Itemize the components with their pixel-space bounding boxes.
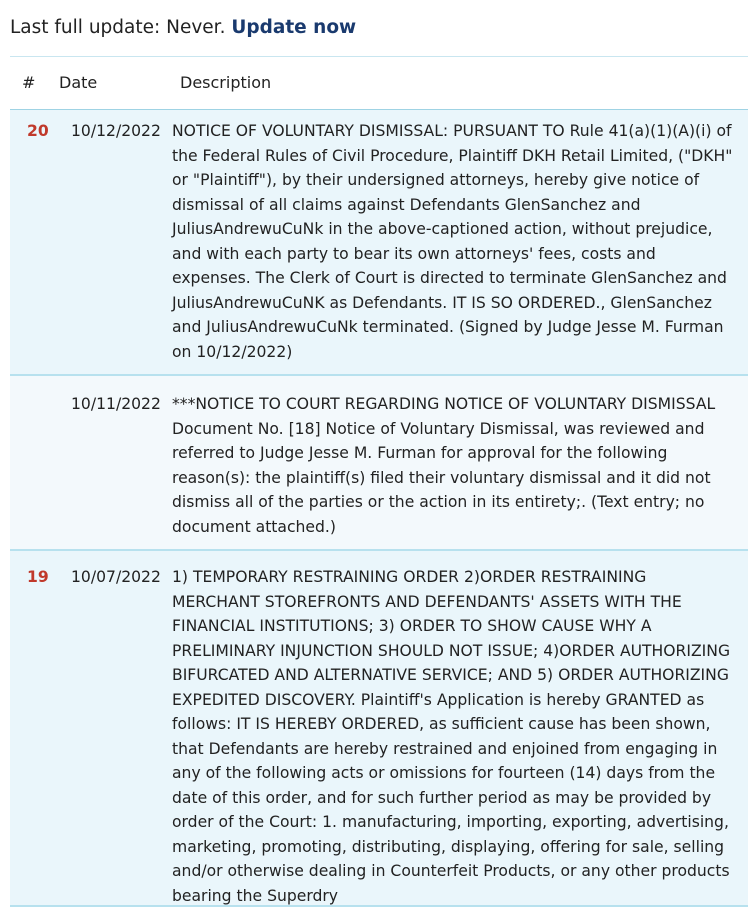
- entry-date: 10/07/2022: [71, 568, 161, 586]
- docket-entry-row: [10, 551, 748, 907]
- update-now-link[interactable]: Update now: [231, 17, 357, 38]
- header-number: #: [22, 73, 36, 92]
- header-date: Date: [59, 73, 98, 92]
- entry-date: 10/12/2022: [71, 122, 161, 140]
- entry-date: 10/11/2022: [71, 395, 161, 413]
- update-status-text: Last full update: Never.: [10, 17, 226, 38]
- entry-description: NOTICE OF VOLUNTARY DISMISSAL: PURSUANT TO Rule 41(a)(1)(A)(i) of the Federal Rules of Civil Procedure, Plaintiff DKH Retail Limited, ("DKH" or "Plaintiff"), by their undersigned attorneys, hereby give notice of dismissal of all claims against Defendants GlenSanchez and JuliusAndrewuCuNk in the above-captioned action, without prejudice, and with each party to bear its own attorneys' fees, costs and expenses. The Clerk of Court is directed to terminate GlenSanchez and JuliusAndrewuCuNK as Defendants. IT IS SO ORDERED., GlenSanchez and JuliusAndrewuCuNk terminated. (Signed by Judge Jesse M. Furman on 10/12/2022): [172, 122, 733, 361]
- docket-table: [10, 56, 748, 907]
- update-status-bar: [10, 14, 356, 42]
- entry-description: 1) TEMPORARY RESTRAINING ORDER 2)ORDER RESTRAINING MERCHANT STOREFRONTS AND DEFENDANTS' ASSETS WITH THE FINANCIAL INSTITUTIONS; 3) ORDER TO SHOW CAUSE WHY A PRELIMINARY INJUNCTION SHOULD NOT ISSUE; 4)ORDER AUTHORIZING BIFURCATED AND ALTERNATIVE SERVICE; AND 5) ORDER AUTHORIZING EXPEDITED DISCOVERY. Plaintiff's Application is hereby GRANTED as follows: IT IS HEREBY ORDERED, as sufficient cause has been shown, that Defendants are hereby restrained and enjoined from engaging in any of the following acts or omissions for fourteen (14) days from the date of this order, and for such further period as may be provided by order of the Court: 1. manufacturing, importing, exporting, advertising, marketing, promoting, distributing, displaying, offering for sale, selling and/or otherwise dealing in Counterfeit Products, or any other products bearing the Superdry: [172, 568, 731, 905]
- docket-entry-row: [10, 110, 748, 376]
- docket-table-header: [10, 56, 748, 110]
- entry-number[interactable]: 19: [27, 568, 49, 586]
- entry-number[interactable]: 20: [27, 122, 49, 140]
- docket-entry-row: [10, 376, 748, 551]
- header-description: Description: [180, 73, 272, 92]
- entry-description: ***NOTICE TO COURT REGARDING NOTICE OF VOLUNTARY DISMISSAL Document No. [18] Notice of Voluntary Dismissal, was reviewed and referred to Judge Jesse M. Furman for approval for the following reason(s): the plaintiff(s) filed their voluntary dismissal and it did not dismiss all of the parties or the action in its entirety;. (Text entry; no document attached.): [172, 395, 716, 536]
